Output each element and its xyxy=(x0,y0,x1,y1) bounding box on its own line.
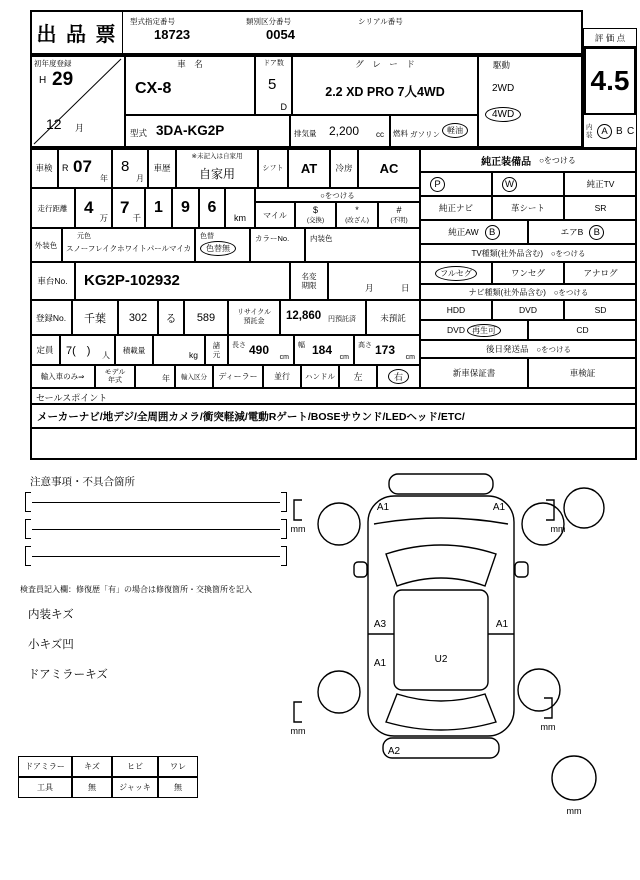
fuel-cell xyxy=(390,115,478,148)
page-title-text: 出 品 票 xyxy=(36,24,118,46)
grade-b: B xyxy=(616,126,623,137)
tools-cell-none1 xyxy=(72,777,112,798)
mirror-right xyxy=(515,562,528,577)
alloy-wheel-label: 純正AW xyxy=(448,227,479,237)
header-box xyxy=(30,10,583,55)
capacity-label-cell xyxy=(30,335,60,365)
car-name-label: 車 名 xyxy=(177,59,203,69)
navi-hdd-label: HDD xyxy=(446,305,466,315)
field-model-approval-value: 18723 xyxy=(154,27,191,42)
repaint-value-circled: 色替無 xyxy=(200,241,236,256)
registration-number-cell xyxy=(184,300,228,335)
repaint-cell xyxy=(195,228,250,262)
mark-side-left: A3 xyxy=(373,619,387,630)
tools-none2-label: 無 xyxy=(174,783,182,792)
tread-circle-top xyxy=(564,488,604,528)
tools-cell-none2 xyxy=(158,777,198,798)
sunroof-label: SR xyxy=(594,203,607,213)
cd-cell xyxy=(528,320,637,340)
mileage-km-cell xyxy=(225,188,255,228)
cd-label: CD xyxy=(576,325,589,335)
color-no-label: カラーNo. xyxy=(255,234,290,243)
tools-none1-label: 無 xyxy=(88,783,96,792)
length-unit: cm xyxy=(279,354,289,361)
mileage-man-unit: 万 xyxy=(99,213,108,223)
km-unit: km xyxy=(234,213,246,223)
registration-class: 302 xyxy=(128,311,148,324)
grade-value: 2.2 XD PRO 7人4WD xyxy=(325,85,445,99)
mile-label-cell xyxy=(255,202,295,228)
score-box xyxy=(583,46,637,116)
mile-option-tampered xyxy=(336,202,378,228)
drive-2wd: 2WD xyxy=(492,83,515,94)
inspection-cert-label: 車検証 xyxy=(569,368,596,378)
import-only-label: 輸入車のみ⇒ xyxy=(40,372,85,381)
shaken-era: R xyxy=(62,163,69,173)
shift-label-cell xyxy=(258,148,288,188)
import-only-cell xyxy=(30,365,95,388)
displacement-value: 2,200 xyxy=(329,124,360,138)
mileage-digit2-cell xyxy=(172,188,199,228)
equipment-header: 純正装備品 xyxy=(481,156,532,168)
mileage-label: 走行距離 xyxy=(37,203,68,213)
mileage-label-cell xyxy=(30,188,75,228)
dvd-play-circled: 再生可 xyxy=(467,324,501,337)
mark-side-right: A1 xyxy=(495,619,509,630)
shift-value-cell xyxy=(288,148,330,188)
mileage-digit1-cell xyxy=(145,188,172,228)
warranty-label: 新車保証書 xyxy=(452,368,496,378)
tools-cell-mirror xyxy=(18,756,72,777)
tv-type-header: TV種類(社外品含む) xyxy=(471,248,544,258)
registration-class-cell xyxy=(118,300,158,335)
roof-panel xyxy=(394,590,488,690)
tools-jack-label: ジャッキ xyxy=(119,783,151,792)
car-diagram xyxy=(288,466,636,880)
mile-label: マイル xyxy=(263,210,287,220)
equipment-header-cell xyxy=(420,148,637,172)
import-dealer: ディーラー xyxy=(218,372,258,381)
recycle-label: リサイクル預託金 xyxy=(236,309,272,325)
chassis-value: KG2P-102932 xyxy=(84,272,180,289)
mile-option-unknown xyxy=(378,202,420,228)
height-value: 173 xyxy=(375,343,396,357)
import-parallel: 並行 xyxy=(274,372,290,381)
tools-cell-tool xyxy=(18,777,72,798)
rear-bumper xyxy=(383,738,499,758)
caution-line-3 xyxy=(25,546,287,566)
power-window-cell xyxy=(492,172,564,196)
wheel-rear-left xyxy=(318,671,360,713)
model-year-label: モデル年式 xyxy=(104,368,126,384)
model-code-value: 3DA-KG2P xyxy=(156,123,225,138)
history-value: 自家用 xyxy=(198,167,235,181)
ac-label-cell xyxy=(330,148,358,188)
ac-value-cell xyxy=(358,148,420,188)
shaken-label-cell xyxy=(30,148,58,188)
measure-bracket-top-left xyxy=(294,500,302,520)
field-class-number-label: 類別区分番号 xyxy=(246,17,291,26)
sales-point-text-row xyxy=(30,404,637,428)
tv-oneseg-cell xyxy=(492,262,564,284)
navi-sd-cell xyxy=(564,300,637,320)
mm-label-top-left: mm xyxy=(290,524,306,534)
mile-caption-tampered: (改ざん) xyxy=(345,217,369,224)
displacement-unit: cc xyxy=(376,130,384,139)
doors-unit: D xyxy=(280,102,287,112)
caution-label: 注意事項・不具合箇所 xyxy=(30,476,135,488)
navi-dvd-label: DVD xyxy=(519,305,537,315)
mile-circle-note: ○をつける xyxy=(320,190,355,200)
ac-value: AC xyxy=(379,160,399,176)
field-model-approval-label: 型式指定番号 xyxy=(130,17,175,26)
drive-4wd-circled: 4WD xyxy=(485,107,521,122)
mileage-digit1: 1 xyxy=(154,199,163,216)
dvd-play-cell xyxy=(420,320,528,340)
original-color-cell xyxy=(62,228,195,262)
model-year-unit: 年 xyxy=(162,374,170,383)
recycle-none-cell xyxy=(366,300,420,335)
sales-point-text: メーカーナビ/地デジ/全周囲カメラ/衝突軽減/電動Rゲート/BOSEサウンド/LEDヘッド/ETC/ xyxy=(37,411,465,423)
mileage-digit3: 6 xyxy=(207,199,217,216)
sunroof-cell xyxy=(564,196,637,220)
leather-seat-label: 革シート xyxy=(510,203,545,213)
tv-fullseg-cell xyxy=(420,262,492,284)
caution-line-2 xyxy=(25,519,287,539)
history-label: 車歴 xyxy=(153,163,171,173)
shaken-label: 車検 xyxy=(35,163,53,173)
model-year-value-cell xyxy=(135,365,175,388)
navi-hdd-cell xyxy=(420,300,492,320)
shaken-month: 8 xyxy=(121,158,130,175)
navi-type-header-cell xyxy=(420,284,637,300)
tv-oneseg-label: ワンセグ xyxy=(510,268,545,278)
import-dealer-cell xyxy=(213,365,263,388)
recycle-none: 未預託 xyxy=(380,312,406,323)
factory-tv-cell xyxy=(564,172,637,196)
mileage-sen: 7 xyxy=(120,198,130,217)
doors-value: 5 xyxy=(268,76,277,93)
doors-cell xyxy=(255,55,292,115)
name-change-date-cell xyxy=(328,262,420,300)
shaken-month-cell xyxy=(112,148,148,188)
mileage-man: 4 xyxy=(84,198,94,217)
later-shipping-header: 後日発送品 xyxy=(485,344,529,354)
repaint-label: 色替 xyxy=(200,233,214,240)
wheel-rear-right xyxy=(518,669,560,711)
mile-symbol-unknown: # xyxy=(396,205,402,215)
load-label: 積載量 xyxy=(122,345,146,355)
mile-caption-unknown: (不明) xyxy=(390,217,408,224)
mileage-man-cell xyxy=(75,188,112,228)
registration-kana: る xyxy=(165,312,177,325)
tools-scratch-label: キズ xyxy=(84,762,100,771)
history-cell xyxy=(176,148,258,188)
grade-c: C xyxy=(627,126,635,137)
defect-item-1: 内装キズ xyxy=(28,609,74,621)
registration-label: 登録No. xyxy=(35,312,67,323)
grade-cell xyxy=(292,55,478,115)
model-year-label-cell xyxy=(95,365,135,388)
shaken-year: 07 xyxy=(73,157,92,176)
history-note: ※未記入は自家用 xyxy=(191,153,243,160)
rear-window xyxy=(386,694,496,730)
power-steering-mark: P xyxy=(430,177,445,192)
color-no-cell xyxy=(250,228,305,262)
later-shipping-header-cell xyxy=(420,340,637,358)
first-registration-cell xyxy=(30,55,125,148)
load-unit: kg xyxy=(189,350,198,360)
exterior-color-label: 外装色 xyxy=(34,240,58,250)
mm-label-tread-bottom: mm xyxy=(566,806,582,816)
capacity-label: 定員 xyxy=(36,345,54,355)
width-value: 184 xyxy=(312,343,333,357)
height-unit: cm xyxy=(405,354,415,361)
length-cell xyxy=(228,335,294,365)
airbag-cell xyxy=(528,220,637,244)
inspection-cert-cell xyxy=(528,358,637,388)
leather-seat-cell xyxy=(492,196,564,220)
tools-cell-jack xyxy=(112,777,158,798)
displacement-label: 排気量 xyxy=(294,129,317,138)
mile-symbol-exchange: $ xyxy=(312,205,318,215)
chassis-value-cell xyxy=(75,262,290,300)
exterior-color-label-cell xyxy=(30,228,62,262)
grade-a-circled: A xyxy=(597,124,612,139)
tv-type-header-cell xyxy=(420,244,637,262)
drive-label: 駆動 xyxy=(493,60,511,70)
car-name-value: CX-8 xyxy=(135,80,172,97)
doors-label: ドア数 xyxy=(263,60,284,67)
handle-right-circled: 右 xyxy=(388,369,409,384)
height-cell xyxy=(354,335,420,365)
interior-grade-label: 内装 xyxy=(586,124,593,139)
width-cell xyxy=(294,335,354,365)
tv-analog-cell xyxy=(564,262,637,284)
mileage-digit2: 9 xyxy=(181,199,190,216)
mark-rear: A2 xyxy=(387,746,401,757)
recycle-value: 12,860 xyxy=(286,310,322,322)
mileage-sen-cell xyxy=(112,188,145,228)
recycle-value-cell xyxy=(280,300,366,335)
score-label: 評 価 点 xyxy=(594,33,626,43)
interior-grade-box xyxy=(583,114,637,148)
name-change-month: 月 xyxy=(365,283,374,293)
interior-color-label: 内装色 xyxy=(310,234,333,243)
name-change-label-cell xyxy=(290,262,328,300)
mark-front-right: A1 xyxy=(492,502,506,513)
import-class-label: 輸入区分 xyxy=(181,374,207,381)
sales-point-label: セールスポイント xyxy=(36,393,108,403)
mile-symbol-tampered: * xyxy=(355,205,359,215)
handle-label: ハンドル xyxy=(305,372,335,381)
alloy-wheel-mark: B xyxy=(485,225,500,240)
defect-item-2: 小キズ凹 xyxy=(28,639,74,651)
original-color-label: 元色 xyxy=(77,233,91,240)
mileage-sen-unit: 千 xyxy=(132,213,141,223)
recycle-label-cell xyxy=(228,300,280,335)
navi-type-circle-note: ○をつける xyxy=(553,287,589,297)
width-unit: cm xyxy=(339,354,349,361)
navi-dvd-cell xyxy=(492,300,564,320)
mirror-left xyxy=(354,562,367,577)
factory-navi-label: 純正ナビ xyxy=(438,203,473,213)
score-value: 4.5 xyxy=(590,65,630,96)
import-class-label-cell xyxy=(175,365,213,388)
wheel-front-left xyxy=(318,503,360,545)
shift-value: AT xyxy=(300,160,318,176)
field-class-number xyxy=(246,16,295,42)
capacity-unit: 人 xyxy=(102,351,110,360)
drive-cell xyxy=(478,55,583,148)
load-value-cell xyxy=(153,335,205,365)
registration-area: 千葉 xyxy=(84,312,106,325)
original-color-value: スノーフレイクホワイトパールマイカ xyxy=(66,244,192,253)
tools-crack-label: ヒビ xyxy=(127,762,143,771)
dvd-label: DVD xyxy=(447,325,465,335)
tools-mirror-label: ドアミラー xyxy=(25,762,65,771)
registration-label-cell xyxy=(30,300,72,335)
navi-type-header: ナビ種類(社外品含む) xyxy=(468,287,546,297)
car-body-outline xyxy=(368,496,514,736)
mark-side-left-lower: A1 xyxy=(373,658,387,669)
mm-label-bottom-left: mm xyxy=(290,726,306,736)
import-parallel-cell xyxy=(263,365,301,388)
shaken-month-unit: 月 xyxy=(136,174,144,183)
navi-sd-label: SD xyxy=(594,305,607,315)
tools-cell-scratch xyxy=(72,756,112,777)
model-code-cell xyxy=(125,115,290,148)
mm-label-top-right: mm xyxy=(550,524,566,534)
shaken-year-unit: 年 xyxy=(100,174,108,183)
fuel-label: 燃料 xyxy=(393,129,408,138)
registration-kana-cell xyxy=(158,300,184,335)
first-reg-year: 29 xyxy=(52,69,74,90)
later-shipping-circle-note: ○をつける xyxy=(536,344,572,354)
inspector-note: 検査員記入欄：修復歴「有」の場合は修復箇所・交換箇所を記入 xyxy=(20,585,252,594)
ac-label: 冷房 xyxy=(335,163,353,173)
history-label-cell xyxy=(148,148,176,188)
car-name-cell xyxy=(125,55,255,115)
tools-cell-break xyxy=(158,756,198,777)
handle-left-cell xyxy=(339,365,377,388)
mm-label-bottom-right: mm xyxy=(540,722,556,732)
handle-right-cell xyxy=(377,365,420,388)
factory-navi-cell xyxy=(420,196,492,220)
capacity-value: 7( ) xyxy=(66,345,91,357)
airbag-mark: B xyxy=(589,225,604,240)
mile-circle-note-cell xyxy=(255,188,420,202)
name-change-label: 名変期限 xyxy=(301,272,317,290)
registration-number: 589 xyxy=(196,311,216,324)
airbag-label: エアB xyxy=(560,227,584,237)
first-reg-era: H xyxy=(39,75,47,86)
defect-item-3: ドアミラーキズ xyxy=(28,669,108,681)
front-bumper xyxy=(389,474,493,494)
capacity-cell xyxy=(60,335,115,365)
model-code-label: 型式 xyxy=(130,128,148,138)
mile-caption-exchange: (交換) xyxy=(306,217,325,224)
handle-left: 左 xyxy=(353,372,363,382)
fuel-diesel-circled: 軽油 xyxy=(442,123,468,138)
handle-label-cell xyxy=(301,365,339,388)
warranty-cell xyxy=(420,358,528,388)
alloy-wheel-cell xyxy=(420,220,528,244)
first-reg-month: 12 xyxy=(46,116,62,132)
length-value: 490 xyxy=(249,343,270,357)
tv-fullseg-circled: フルセグ xyxy=(435,266,477,281)
width-label: 幅 xyxy=(298,342,305,349)
mile-option-exchange xyxy=(295,202,336,228)
fuel-gasoline: ガソリン xyxy=(410,130,440,139)
tread-circle-bottom xyxy=(552,756,596,800)
measure-bracket-bottom-left xyxy=(294,702,302,722)
page-title xyxy=(32,12,123,53)
caution-line-1 xyxy=(25,492,287,512)
length-label: 長さ xyxy=(232,342,246,349)
spec-label: 諸元 xyxy=(212,341,221,359)
windshield xyxy=(386,545,496,586)
hood-line xyxy=(374,518,508,524)
field-serial-label: シリアル番号 xyxy=(358,17,403,26)
score-label-cell xyxy=(583,28,637,48)
chassis-label: 車台No. xyxy=(37,276,68,286)
mark-roof: U2 xyxy=(434,654,448,665)
field-serial xyxy=(358,16,403,27)
grade-label: グ レ ー ド xyxy=(355,59,415,69)
recycle-unit: 円預託済 xyxy=(328,316,356,323)
tools-tool-label: 工具 xyxy=(37,783,53,792)
power-steering-cell xyxy=(420,172,492,196)
mileage-digit3-cell xyxy=(199,188,225,228)
chassis-label-cell xyxy=(30,262,75,300)
name-change-day: 日 xyxy=(401,283,410,293)
field-model-approval xyxy=(130,16,190,42)
shaken-value-cell xyxy=(58,148,112,188)
first-reg-month-unit: 月 xyxy=(75,123,85,133)
registration-area-cell xyxy=(72,300,118,335)
load-label-cell xyxy=(115,335,153,365)
tools-cell-crack xyxy=(112,756,158,777)
power-window-mark: W xyxy=(502,177,517,192)
first-registration-label: 初年度登録 xyxy=(34,59,72,68)
tools-break-label: ワレ xyxy=(170,762,186,771)
equipment-circle-note: ○をつける xyxy=(539,155,576,165)
factory-tv-label: 純正TV xyxy=(586,179,615,189)
displacement-cell xyxy=(290,115,390,148)
height-label: 高さ xyxy=(358,342,372,349)
tv-type-circle-note: ○をつける xyxy=(551,248,586,258)
shift-label: シフト xyxy=(262,165,284,172)
interior-color-cell xyxy=(305,228,420,262)
field-class-number-value: 0054 xyxy=(266,27,295,42)
sales-point-empty-row xyxy=(30,428,637,460)
mark-front-left: A1 xyxy=(376,502,390,513)
spec-label-cell xyxy=(205,335,228,365)
tv-analog-label: アナログ xyxy=(583,268,618,278)
sales-point-label-row xyxy=(30,388,637,404)
